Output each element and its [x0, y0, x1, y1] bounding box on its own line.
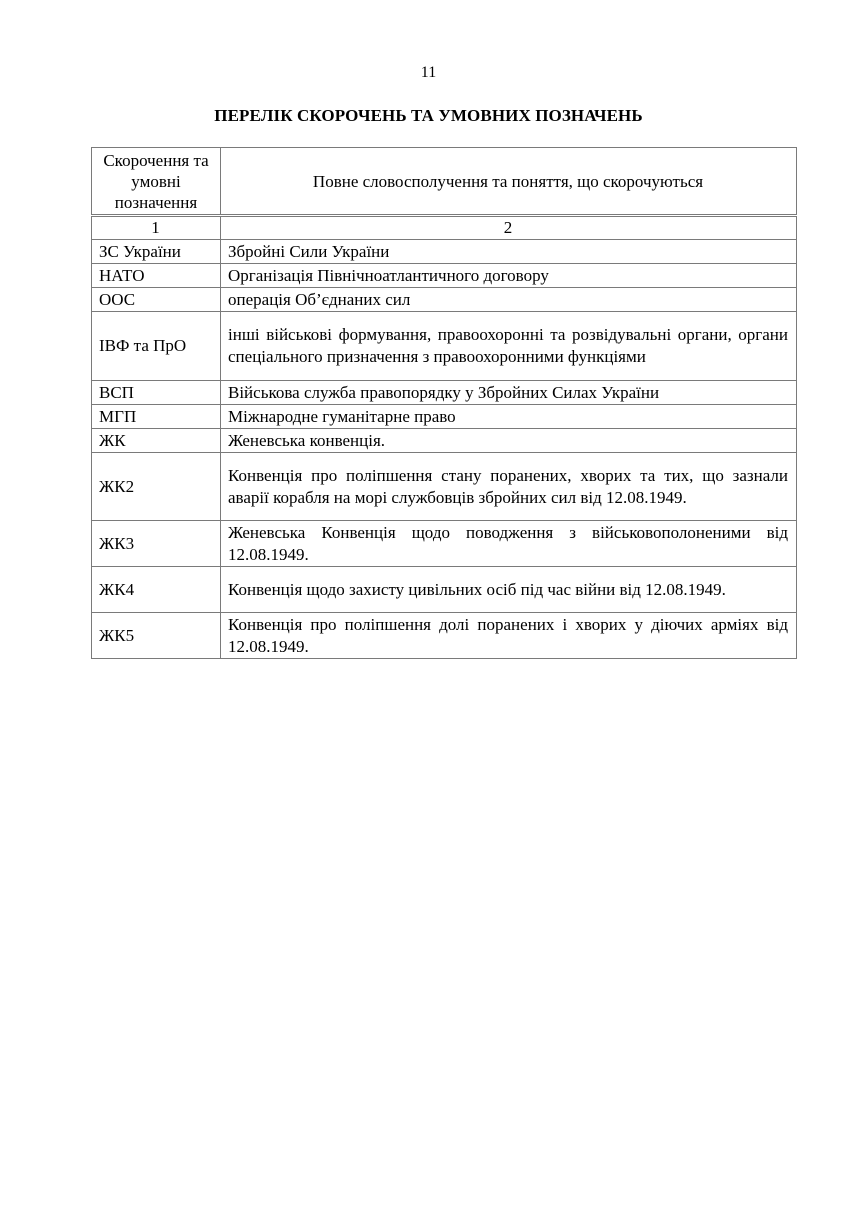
abbreviation-cell: ЖК5 [92, 613, 221, 659]
table-row [92, 521, 797, 567]
abbreviation-cell: ЖК3 [92, 521, 221, 567]
table-header-row [92, 148, 797, 216]
abbreviation-cell: МГП [92, 405, 221, 429]
table-row [92, 405, 797, 429]
page-title: ПЕРЕЛІК СКОРОЧЕНЬ ТА УМОВНИХ ПОЗНАЧЕНЬ [214, 106, 643, 125]
header-abbreviation: Скорочення та умовні позначення [92, 148, 221, 216]
abbreviation-cell: ІВФ та ПрО [92, 312, 221, 381]
definition-cell: операція Об’єднаних сил [221, 288, 797, 312]
definition-cell: інші військові формування, правоохоронні та розвідувальні органи, органи спеціального призначення з правоохоронними функціями [221, 312, 797, 381]
abbreviation-cell: ЖК [92, 429, 221, 453]
table-row [92, 312, 797, 381]
definition-cell: Женевська конвенція. [221, 429, 797, 453]
definition-cell: Женевська Конвенція щодо поводження з військовополоненими від 12.08.1949. [221, 521, 797, 567]
table-row [92, 264, 797, 288]
definition-cell: Організація Північноатлантичного договору [221, 264, 797, 288]
table-row [92, 240, 797, 264]
abbreviations-table [91, 147, 797, 659]
abbreviation-cell: ООС [92, 288, 221, 312]
column-number-row [92, 216, 797, 240]
abbreviation-cell: ВСП [92, 381, 221, 405]
table-row [92, 429, 797, 453]
table-row [92, 288, 797, 312]
definition-cell: Конвенція про поліпшення долі поранених і хворих у діючих арміях від 12.08.1949. [221, 613, 797, 659]
definition-cell: Конвенція про поліпшення стану поранених, хворих та тих, що зазнали аварії корабля на морі службовців збройних сил від 12.08.1949. [221, 453, 797, 521]
column-number-1: 1 [92, 216, 221, 240]
abbreviation-cell: НАТО [92, 264, 221, 288]
definition-cell: Конвенція щодо захисту цивільних осіб під час війни від 12.08.1949. [221, 567, 797, 613]
header-full-phrase: Повне словосполучення та поняття, що скорочуються [221, 148, 797, 216]
table-row [92, 381, 797, 405]
table-row [92, 453, 797, 521]
page-number: 11 [420, 64, 437, 81]
definition-cell: Міжнародне гуманітарне право [221, 405, 797, 429]
definition-cell: Збройні Сили України [221, 240, 797, 264]
table-row [92, 613, 797, 659]
abbreviation-cell: ЖК2 [92, 453, 221, 521]
column-number-2: 2 [221, 216, 797, 240]
definition-cell: Військова служба правопорядку у Збройних Силах України [221, 381, 797, 405]
abbreviation-cell: ЖК4 [92, 567, 221, 613]
table-row [92, 567, 797, 613]
abbreviation-cell: ЗС України [92, 240, 221, 264]
